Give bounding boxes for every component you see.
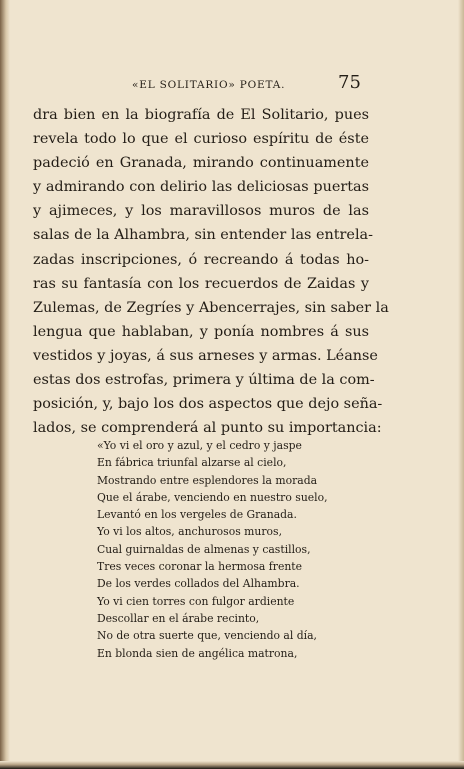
body-line: lengua que hablaban, y ponía nombres á sus xyxy=(33,323,369,340)
body-line: estas dos estrofas, primera y última de la com- xyxy=(33,372,375,389)
verse-line: Tres veces coronar la hermosa frente xyxy=(97,560,303,574)
verse-line: Mostrando entre esplendores la morada xyxy=(97,473,318,487)
verse-line: Que el árabe, venciendo en nuestro suelo, xyxy=(97,490,328,504)
verse-quotation xyxy=(97,437,328,662)
verse-line: Yo vi los altos, anchurosos muros, xyxy=(97,525,283,539)
verse-line: Cual guirnaldas de almenas y castillos, xyxy=(97,542,311,556)
body-line: salas de la Alhambra, sin entender las entrela- xyxy=(33,227,373,244)
body-line: dra bien en la biografía de El Solitario, pues xyxy=(33,107,369,123)
body-line: posición, y, bajo los dos aspectos que dejo seña- xyxy=(33,396,383,413)
page-left-edge xyxy=(0,0,10,769)
page-bottom-edge xyxy=(0,761,464,769)
verse-line: De los verdes collados del Alhambra. xyxy=(97,577,300,591)
body-line: vestidos y joyas, á sus arneses y armas. Léanse xyxy=(33,347,378,364)
body-line: ras su fantasía con los recuerdos de Zaidas y xyxy=(33,275,369,292)
verse-line: En fábrica triunfal alzarse al cielo, xyxy=(97,456,287,470)
page-right-edge xyxy=(458,0,464,769)
verse-line: Levantó en los vergeles de Granada. xyxy=(97,508,297,522)
body-line: y ajimeces, y los maravillosos muros de las xyxy=(33,203,369,220)
page-number: 75 xyxy=(338,72,361,93)
verse-line: «Yo vi el oro y azul, y el cedro y jaspe xyxy=(97,439,302,452)
verse-line: En blonda sien de angélica matrona, xyxy=(97,646,298,660)
body-line: zadas inscripciones, ó recreando á todas ho- xyxy=(33,251,369,268)
body-text xyxy=(33,103,389,440)
verse-line: Descollar en el árabe recinto, xyxy=(97,611,260,625)
body-line: lados, se comprenderá al punto su importancia: xyxy=(33,420,382,437)
body-line: Zulemas, de Zegríes y Abencerrajes, sin saber la xyxy=(33,299,389,316)
verse-line: No de otra suerte que, venciendo al día, xyxy=(97,629,317,643)
verse-line: Yo vi cien torres con fulgor ardiente xyxy=(97,594,295,608)
body-line: revela todo lo que el curioso espíritu de éste xyxy=(33,131,369,148)
running-head: «EL SOLITARIO» POETA. xyxy=(132,79,286,91)
body-line: y admirando con delirio las deliciosas puertas xyxy=(33,179,369,196)
body-line: padeció en Granada, mirando continuamente xyxy=(33,155,369,172)
